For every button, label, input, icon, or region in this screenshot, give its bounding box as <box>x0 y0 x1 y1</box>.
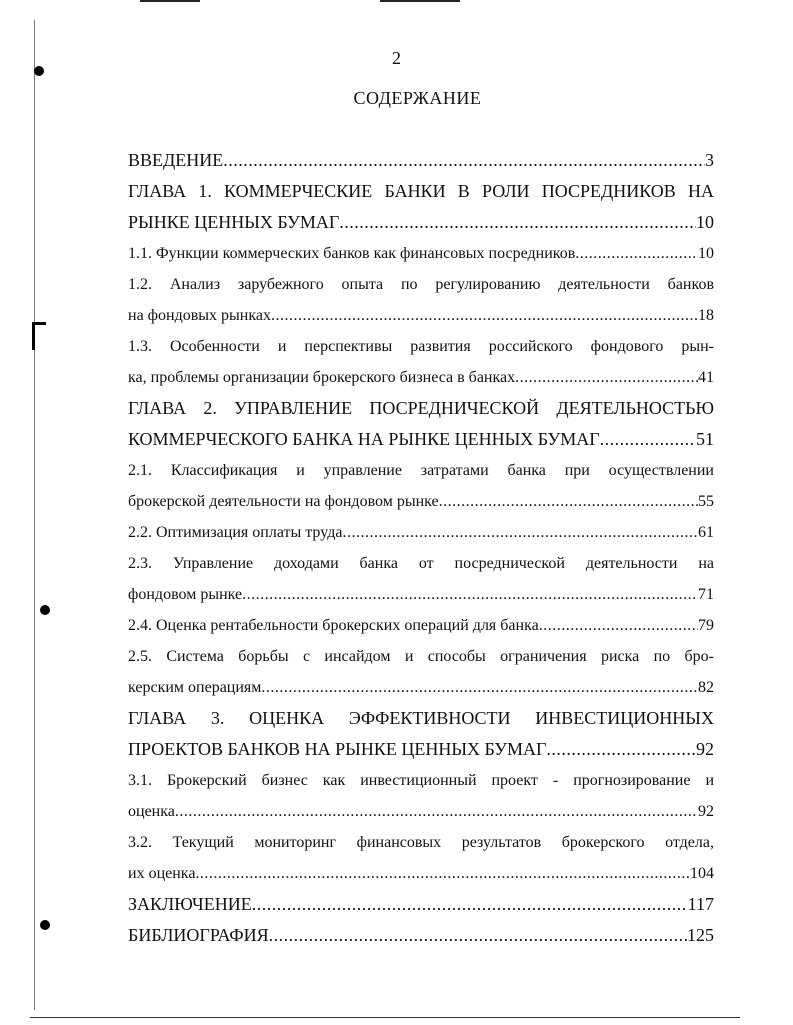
toc-entry-title: ГЛАВА 2. УПРАВЛЕНИЕ ПОСРЕДНИЧЕСКОЙ ДЕЯТЕЛЬНОСТЬЮ <box>128 398 714 418</box>
dot-leader <box>515 362 698 393</box>
dot-leader <box>252 889 688 920</box>
toc-page-number: 10 <box>698 245 714 262</box>
toc-entry-line <box>128 796 714 827</box>
toc-entry-line <box>128 734 714 765</box>
toc-entry-line <box>128 362 714 393</box>
toc-entry-title: их оценка <box>128 865 196 882</box>
scan-artifact-top-line <box>140 0 200 2</box>
scan-artifact-left-line <box>34 20 35 1010</box>
toc-entry-title: оценка <box>128 803 175 820</box>
toc-section-entry <box>128 269 714 331</box>
dot-leader <box>269 920 687 951</box>
toc-section-entry <box>128 548 714 610</box>
toc-entry-title: керским операциям <box>128 679 262 696</box>
toc-chapter-entry <box>128 889 714 920</box>
dot-leader <box>600 424 696 455</box>
toc-entry-line <box>128 517 714 548</box>
toc-entry-title: 1.1. Функции коммерческих банков как финансовых посредников <box>128 245 576 262</box>
toc-entry-line <box>128 145 714 176</box>
toc-entry-line <box>128 548 714 579</box>
toc-entry-title: 3.2. Текущий мониторинг финансовых результатов брокерского отдела, <box>128 834 714 851</box>
toc-chapter-entry <box>128 703 714 765</box>
toc-page-number: 18 <box>698 307 714 324</box>
toc-page-number: 55 <box>698 493 714 510</box>
toc-title: СОДЕРЖАНИЕ <box>353 88 482 108</box>
toc-section-entry <box>128 331 714 393</box>
toc-entry-line <box>128 455 714 486</box>
toc-entry-title: ВВЕДЕНИЕ <box>128 150 224 170</box>
toc-entry-title: ка, проблемы организации брокерского бизнеса в банках <box>128 369 516 386</box>
toc-page-number: 61 <box>698 524 714 541</box>
toc-section-entry <box>128 765 714 827</box>
toc-section-entry <box>128 238 714 269</box>
toc-entry-line <box>128 641 714 672</box>
toc-entry-title: на фондовых рынках <box>128 307 271 324</box>
toc-entry-line <box>128 176 714 207</box>
toc-entry-title: ГЛАВА 1. КОММЕРЧЕСКИЕ БАНКИ В РОЛИ ПОСРЕДНИКОВ НА <box>128 181 714 201</box>
dot-leader <box>339 207 696 238</box>
toc-entry-title: 2.5. Система борьбы с инсайдом и способы ограничения риска по бро- <box>128 648 714 665</box>
punch-hole-mark <box>40 605 50 615</box>
toc-page-number: 82 <box>698 679 714 696</box>
toc-page-number: 92 <box>698 803 714 820</box>
toc-page-number: 92 <box>696 739 714 759</box>
dot-leader <box>195 858 690 889</box>
toc-entry-title: фондовом рынке <box>128 586 243 603</box>
toc-page-number: 117 <box>687 894 714 914</box>
toc-entry-line <box>128 393 714 424</box>
toc-entry-line <box>128 672 714 703</box>
toc-entry-title: РЫНКЕ ЦЕННЫХ БУМАГ <box>128 212 340 232</box>
toc-entry-title: ПРОЕКТОВ БАНКОВ НА РЫНКЕ ЦЕННЫХ БУМАГ <box>128 739 547 759</box>
toc-entry-title: 3.1. Брокерский бизнес как инвестиционный проект - прогнозирование и <box>128 772 714 789</box>
toc-entry-title: 1.2. Анализ зарубежного опыта по регулированию деятельности банков <box>128 276 714 293</box>
dot-leader <box>439 486 698 517</box>
toc-page-number: 125 <box>687 925 714 945</box>
toc-entry-title: 2.2. Оптимизация оплаты труда <box>128 524 343 541</box>
dot-leader <box>271 300 698 331</box>
toc-section-entry <box>128 641 714 703</box>
dot-leader <box>539 610 698 641</box>
toc-entry-line <box>128 610 714 641</box>
toc-entry-title: БИБЛИОГРАФИЯ <box>128 925 269 945</box>
dot-leader <box>261 672 698 703</box>
toc-page-number: 3 <box>705 150 714 170</box>
dot-leader <box>575 238 698 269</box>
toc-entry-line <box>128 238 714 269</box>
toc-entry-line <box>128 207 714 238</box>
dot-leader <box>175 796 698 827</box>
toc-entry-line <box>128 300 714 331</box>
toc-entry-line <box>128 920 714 951</box>
toc-entry-line <box>128 331 714 362</box>
scan-artifact-top-line <box>380 0 460 2</box>
toc-section-entry <box>128 610 714 641</box>
scan-artifact-bracket <box>32 322 46 325</box>
toc-page-number: 71 <box>698 586 714 603</box>
dot-leader <box>242 579 698 610</box>
toc-entry-line <box>128 579 714 610</box>
toc-entry-title: брокерской деятельности на фондовом рынке <box>128 493 439 510</box>
toc-entry-line <box>128 858 714 889</box>
toc-section-entry <box>128 517 714 548</box>
toc-entry-line <box>128 703 714 734</box>
dot-leader <box>342 517 698 548</box>
toc-entry-line <box>128 827 714 858</box>
toc-page-number: 79 <box>698 617 714 634</box>
toc-entry-line <box>128 765 714 796</box>
toc-chapter-entry <box>128 920 714 951</box>
toc-entry-line <box>128 424 714 455</box>
toc-entry-title: 2.1. Классификация и управление затратами банка при осуществлении <box>128 462 714 479</box>
punch-hole-mark <box>40 920 50 930</box>
toc-entry-line <box>128 486 714 517</box>
toc-entry-title: 1.3. Особенности и перспективы развития российского фондового рын- <box>128 338 714 355</box>
table-of-contents <box>128 145 714 951</box>
toc-chapter-entry <box>128 176 714 238</box>
toc-section-entry <box>128 455 714 517</box>
toc-page-number: 10 <box>696 212 714 232</box>
scan-artifact-bottom-line <box>30 1017 740 1018</box>
toc-chapter-entry <box>128 393 714 455</box>
toc-page-number: 51 <box>696 429 714 449</box>
toc-entry-title: КОММЕРЧЕСКОГО БАНКА НА РЫНКЕ ЦЕННЫХ БУМАГ <box>128 429 600 449</box>
toc-entry-line <box>128 889 714 920</box>
toc-entry-title: 2.4. Оценка рентабельности брокерских операций для банка <box>128 617 539 634</box>
page-number: 2 <box>392 48 401 68</box>
toc-chapter-entry <box>128 145 714 176</box>
toc-entry-line <box>128 269 714 300</box>
toc-entry-title: ЗАКЛЮЧЕНИЕ <box>128 894 252 914</box>
toc-entry-title: ГЛАВА 3. ОЦЕНКА ЭФФЕКТИВНОСТИ ИНВЕСТИЦИОННЫХ <box>128 708 714 728</box>
dot-leader <box>223 145 705 176</box>
toc-entry-title: 2.3. Управление доходами банка от посреднической деятельности на <box>128 555 714 572</box>
dot-leader <box>546 734 696 765</box>
toc-page-number: 41 <box>698 369 714 386</box>
toc-section-entry <box>128 827 714 889</box>
toc-page-number: 104 <box>690 865 714 882</box>
